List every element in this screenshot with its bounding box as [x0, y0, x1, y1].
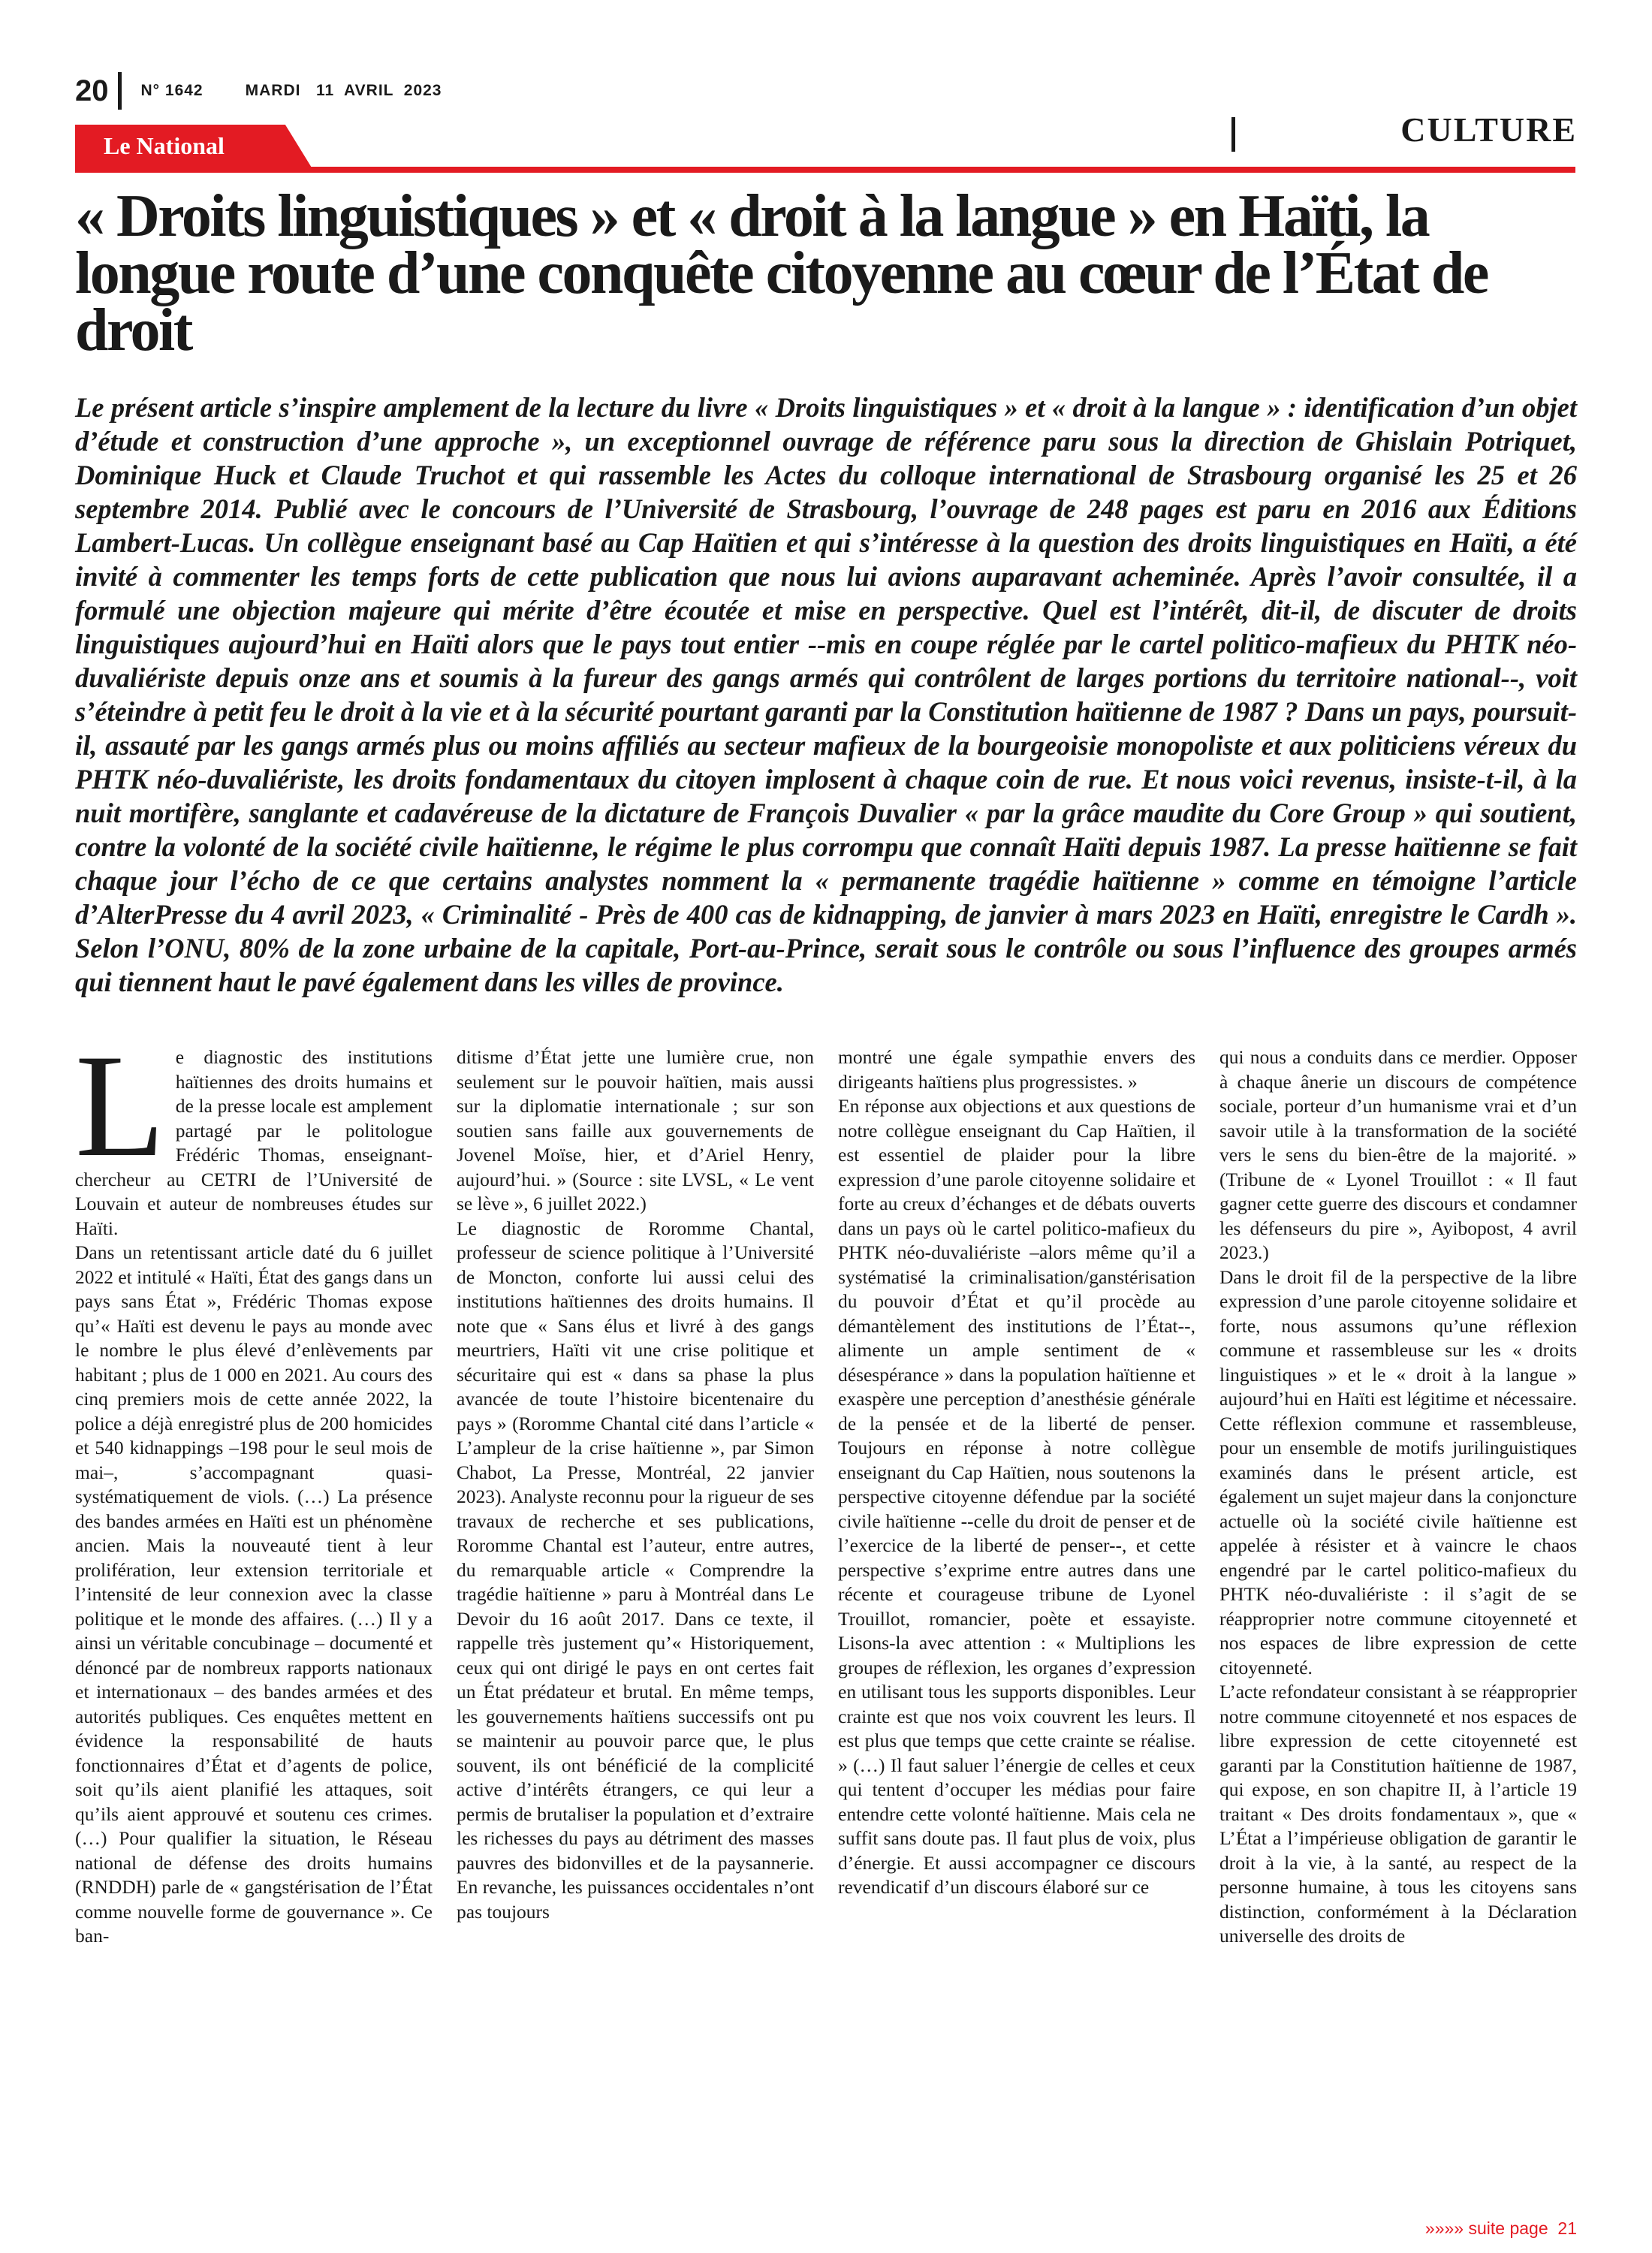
body-paragraph: montré une égale sympathie envers des dirigeants haïtiens plus progressistes. »: [838, 1046, 1195, 1093]
page-number: 20: [75, 74, 109, 107]
drop-cap: L: [75, 1024, 165, 1187]
body-paragraph: Le diagnostic de Roromme Chantal, professeur de science politique à l’Université de Moncton, conforte lui aussi celui des institutions haïtiennes des droits humains. Il note que « Sans élus et livré à des gangs meurtriers, Haïti vit une crise politique et sécuritaire qui est « dans sa phase la plus avancée de toute l’histoire bicentenaire du pays » (Roromme Chantal cité dans l’article « L’ampleur de la crise haïtienne », par Simon Chabot, La Presse, Montréal, 22 janvier 2023). Analyste reconnu pour la rigueur de ses travaux de recherche et ses publications, Roromme Chantal est l’auteur, entre autres, du remarquable article « Comprendre la tragédie haïtienne » paru à Montréal dans Le Devoir du 16 août 2017. Dans ce texte, il rappelle très justement qu’« Historiquement, ceux qui ont dirigé le pays en ont certes fait un État prédateur et brutal. En même temps, les gouvernements haïtiens successifs ont pu se maintenir au pouvoir parce que, le plus souvent, ils ont bénéficié de la complicité active d’intérêts étrangers, ce qui leur a permis de brutaliser la population et d’extraire les richesses du pays au détriment des masses pauvres des bidonvilles et de la paysannerie. En revanche, les puissances occidentales n’ont pas toujours: [457, 1217, 814, 1923]
header-rule: [75, 167, 1575, 173]
article-body: [75, 1024, 1577, 1949]
body-paragraph: En réponse aux objections et aux questions de notre collègue enseignant du Cap Haïtien, il est essentiel de plaider pour la libre expression d’une parole citoyenne solidaire et forte au creux d’échanges et de débats ouverts dans un pays où le cartel politico-mafieux du PHTK néo-duvaliériste –alors même qu’il a systématisé la criminalisation/ganstérisation du pouvoir d’État et qu’il procède au démantèlement des institutions de l’État--, alimente un ample sentiment de « désespérance » dans la population haïtienne et exaspère une perception d’anesthésie générale de la pensée et de la liberté de penser. Toujours en réponse à notre collègue enseignant du Cap Haïtien, nous soutenons la perspective citoyenne défendue par la société civile haïtienne --celle du droit de penser et de l’exercice de la liberté de penser--, et cette perspective s’exprime entre autres dans une récente et courageuse tribune de Lyonel Trouillot, romancier, poète et essayiste. Lisons-la avec attention : « Multiplions les groupes de réflexion, les organes d’expression en utilisant tous les supports disponibles. Leur crainte est que nos voix couvrent les leurs. Il est plus que temps que cette crainte se réalise. » (…) Il faut saluer l’énergie de celles et ceux qui tentent d’occuper les médias pour faire entendre cette volonté haïtienne. Mais cela ne suffit sans doute pas. Il faut plus de voix, plus d’énergie. Et aussi accompagner ce discours revendicatif d’un discours élaboré sur ce: [838, 1095, 1195, 1898]
continuation-link[interactable]: [1425, 2218, 1577, 2239]
article-headline: « Droits linguistiques » et « droit à la langue » en Haïti, la longue route d’une conquête citoyenne au cœur de l’État de droit: [75, 183, 1488, 363]
body-column-2: [457, 1045, 814, 1949]
newspaper-brand: Le National: [104, 132, 225, 159]
continuation-text: suite page 21: [1468, 2218, 1577, 2238]
body-column-4: [1219, 1045, 1577, 1949]
article-lead: Le présent article s’inspire amplement de la lecture du livre « Droits linguistiques » et « droit à la langue » : identification d’un objet d’étude et construction d’une approche », un exceptionnel ouvrage de référence paru sous la direction de Ghislain Potriquet, Dominique Huck et Claude Truchot et qui rassemble les Actes du colloque international de Strasbourg organisé les 25 et 26 septembre 2014. Publié avec le concours de l’Université de Strasbourg, l’ouvrage de 248 pages est paru en 2016 aux Éditions Lambert-Lucas. Un collègue enseignant basé au Cap Haïtien et qui s’intéresse à la question des droits linguistiques en Haïti, a été invité à commenter les temps forts de cette publication que nous lui avions auparavant acheminée. Après l’avoir consultée, il a formulé une objection majeure qui mérite d’être écoutée et mise en perspective. Quel est l’intérêt, dit-il, de discuter de droits linguistiques aujourd’hui en Haïti alors que le pays tout entier --mis en coupe réglée par le cartel politico-mafieux du PHTK néo-duvaliériste depuis onze ans et soumis à la fureur des gangs armés qui contrôlent de larges portions du territoire national--, voit s’éteindre à petit feu le droit à la vie et à la sécurité pourtant garanti par la Constitution haïtienne de 1987 ? Dans un pays, poursuit-il, assauté par les gangs armés plus ou moins affiliés au secteur mafieux de la bourgeoisie monopoliste et aux politiciens véreux du PHTK néo-duvaliériste, les droits fondamentaux du citoyen implosent à chaque coin de rue. Et nous voici revenus, insiste-t-il, à la nuit mortifère, sanglante et cadavéreuse de la dictature de François Duvalier « par la grâce maudite du Core Group » qui soutient, contre la volonté de la société civile haïtienne, le régime le plus corrompu que connaît Haïti depuis 1987. La presse haïtienne se fait chaque jour l’écho de ce que certains analystes nomment la « permanente tragédie haïtienne » comme en témoigne l’article d’AlterPresse du 4 avril 2023, « Criminalité - Près de 400 cas de kidnapping, de janvier à mars 2023 en Haïti, enregistre le Cardh ». Selon l’ONU, 80% de la zone urbaine de la capitale, Port-au-Prince, serait sous le contrôle ou sous l’influence des groupes armés qui tiennent haut le pavé également dans les villes de province.: [75, 392, 1577, 997]
publication-date: MARDI 11 AVRIL 2023: [245, 82, 442, 99]
body-paragraph: L’acte refondateur consistant à se réapproprier notre commune citoyenneté et nos espaces de libre expression de cette citoyenneté est garanti par la Constitution haïtienne de 1987, qui expose, en son chapitre II, à l’article 19 traitant « Des droits fondamentaux », que « L’État a l’impérieuse obligation de garantir le droit à la vie, à la santé, au respect de la personne humaine, à tous les citoyens sans distinction, conformément à la Déclaration universelle des droits de: [1219, 1681, 1577, 1947]
section-divider: [1231, 117, 1235, 152]
body-paragraph: Dans un retentissant article daté du 6 juillet 2022 et intitulé « Haïti, État des gangs dans un pays sans État », Frédéric Thomas expose qu’« Haïti est devenu le pays au monde avec le nombre le plus élevé d’enlèvements par habitant ; plus de 1 000 en 2021. Au cours des cinq premiers mois de cette année 2022, la police a déjà enregistré plus de 200 homicides et 540 kidnappings –198 pour le seul mois de mai–, s’accompagnant quasi-systématiquement de viols. (…) La présence des bandes armées en Haïti est un phénomène ancien. Mais la nouveauté tient à leur prolifération, leur extension territoriale et l’intensité de leur connexion avec la classe politique et le monde des affaires. (…) Il y a ainsi un véritable concubinage – documenté et dénoncé par de nombreux rapports nationaux et internationaux – des bandes armées et des autorités publiques. Ces enquêtes mettent en évidence la responsabilité de hauts fonctionnaires d’État et d’agents de police, soit qu’ils aient planifié les attaques, soit qu’ils aient approuvé et soutenu ces crimes. (…) Pour qualifier la situation, le Réseau national de défense des droits humains (RNDDH) parle de « gangstérisation de l’État comme nouvelle forme de gouvernance ». Ce ban-: [75, 1241, 433, 1947]
body-column-3: [838, 1045, 1195, 1949]
body-paragraph: e diagnostic des institutions haïtiennes des droits humains et de la presse locale est amplement partagé par le politologue Frédéric Thomas, enseignant-chercheur au CETRI de l’Université de Louvain et auteur de nombreuses études sur Haïti.: [75, 1046, 433, 1239]
body-paragraph: qui nous a conduits dans ce merdier. Opposer à chaque ânerie un discours de compétence sociale, porteur d’un humanisme vrai et d’un savoir utile à la transformation de la société vers le sens du bien-être de la majorité. » (Tribune de « Lyonel Trouillot : « Il faut gagner cette guerre des discours et condamner les défenseurs du pire », Ayibopost, 4 avril 2023.): [1219, 1046, 1577, 1263]
body-paragraph: ditisme d’État jette une lumière crue, non seulement sur le pouvoir haïtien, mais aussi sur la diplomatie internationale ; sur son soutien sans faille aux gouvernements de Jovenel Moïse, hier, et d’Ariel Henry, aujourd’hui. » (Source : site LVSL, « Le vent se lève », 6 juillet 2022.): [457, 1046, 814, 1214]
issue-number: N° 1642: [140, 82, 203, 99]
body-paragraph: Dans le droit fil de la perspective de la libre expression d’une parole citoyenne solidaire et forte, nous assumons qu’une réflexion commune et rassembleuse sur les « droits linguistiques » et le « droit à la langue » aujourd’hui en Haïti est légitime et nécessaire. Cette réflexion commune et rassembleuse, pour un ensemble de motifs jurilinguistiques examinés dans le présent article, est également un sujet majeur dans la conjoncture actuelle où la société civile haïtienne est appelée à résister et à vaincre le chaos engendré par le cartel politico-mafieux du PHTK néo-duvaliériste : il s’agit de se réapproprier notre commune citoyenneté et nos espaces de libre expression de cette citoyenneté.: [1219, 1265, 1577, 1678]
section-name: CULTURE: [1400, 110, 1577, 149]
page-number-divider: [118, 72, 122, 110]
body-column-1: [75, 1024, 433, 1949]
continuation-arrows: »»»»: [1424, 2218, 1464, 2238]
masthead-info: [75, 72, 442, 110]
